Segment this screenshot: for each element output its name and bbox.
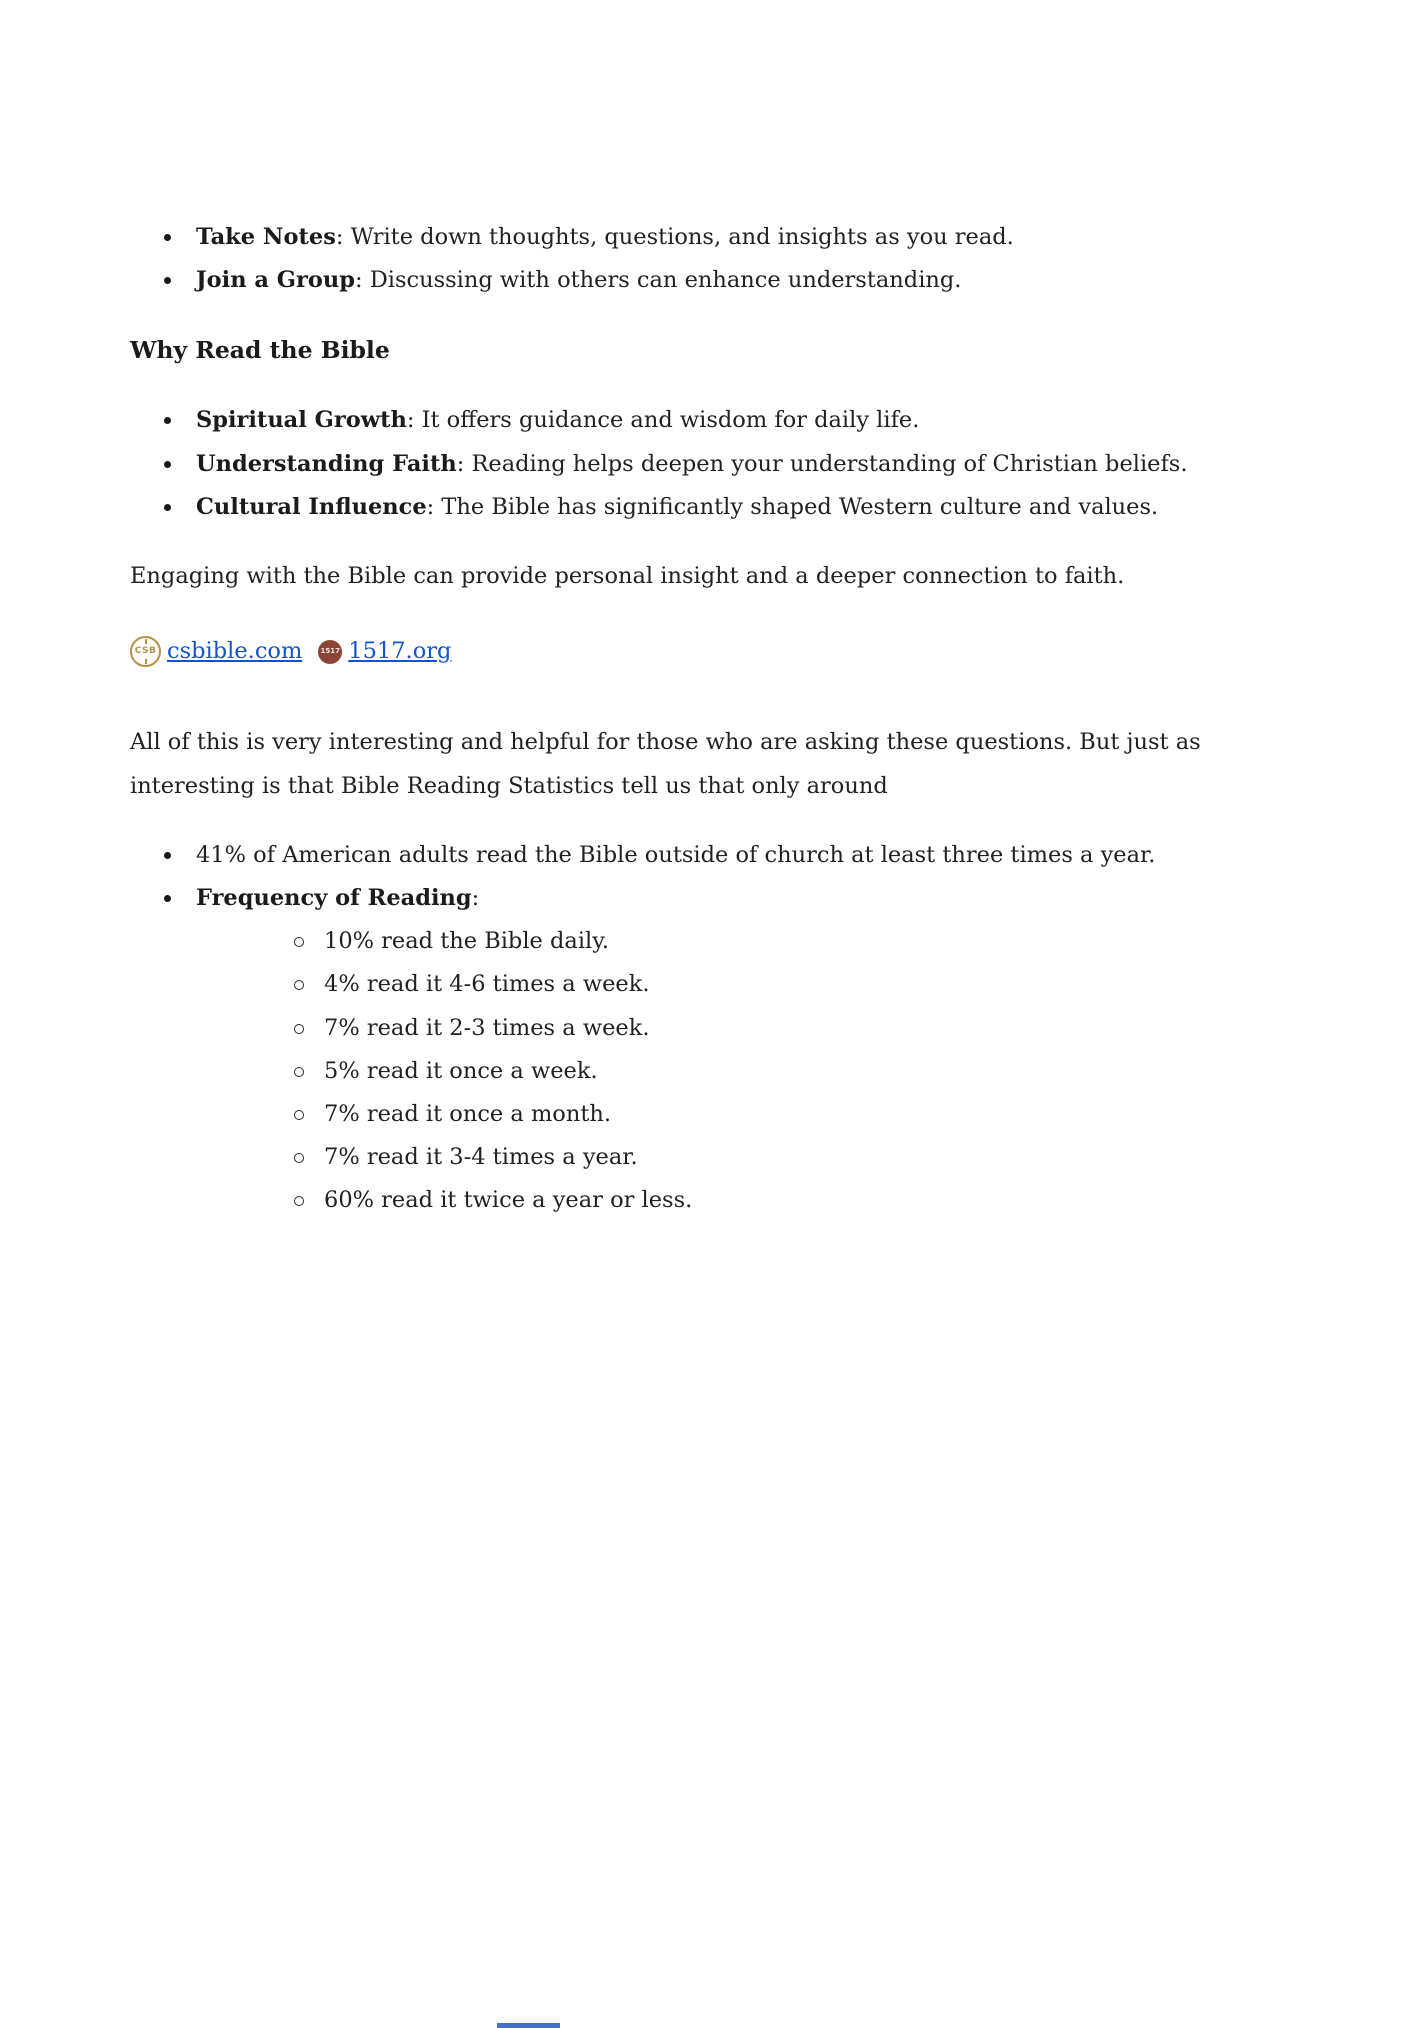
sublist-item-text: 7% read it 3-4 times a year. (324, 1144, 638, 1171)
list-item-term: Understanding Faith (196, 450, 457, 477)
list-item-text: : Write down thoughts, questions, and insights as you read. (335, 224, 1014, 250)
list-item-text: : Discussing with others can enhance understanding. (354, 267, 962, 294)
sublist-item-text: 4% read it 4-6 times a week. (324, 971, 650, 998)
statistics-list (130, 834, 1295, 1223)
section-heading-why-read: Why Read the Bible (130, 336, 390, 365)
sublist-item (196, 1007, 1295, 1050)
closing-paragraph: Engaging with the Bible can provide personal insight and a deeper connection to faith. (130, 563, 1125, 590)
list-item-term: Join a Group (196, 267, 355, 294)
sublist-item-text: 5% read it once a week. (324, 1057, 598, 1084)
list-item (130, 486, 1295, 529)
csb-favicon-icon: CSB (130, 636, 161, 667)
1517-link[interactable]: 1517.org (348, 638, 452, 665)
why-read-list (130, 399, 1295, 529)
list-item-term: Frequency of Reading (196, 884, 472, 911)
stats-intro-paragraph: All of this is very interesting and helpful for those who are asking these questions. But just as interesting is that Bible Reading Statistics tell us that only around (130, 729, 1201, 799)
list-item-term: Take Notes (196, 224, 336, 250)
source-links-row (130, 630, 1295, 673)
csbible-link[interactable]: csbible.com (167, 638, 303, 665)
sublist-item (196, 963, 1295, 1006)
sublist-item (196, 920, 1295, 963)
sublist-item (196, 1136, 1295, 1179)
list-item-text: : The Bible has significantly shaped Western culture and values. (426, 493, 1159, 520)
list-item-term: Cultural Influence (196, 493, 427, 520)
list-item (130, 259, 1295, 302)
sublist-item-text: 60% read it twice a year or less. (324, 1187, 693, 1214)
sublist-item (196, 1179, 1295, 1222)
list-item-text: : It offers guidance and wisdom for daily life. (406, 407, 920, 434)
sublist-item (196, 1093, 1295, 1136)
list-item-text: : Reading helps deepen your understanding of Christian beliefs. (456, 450, 1188, 477)
bottom-blue-bar (497, 2023, 560, 2028)
list-item (130, 443, 1295, 486)
list-item (130, 216, 1295, 259)
reading-tips-list (130, 216, 1295, 302)
list-item-text: 41% of American adults read the Bible outside of church at least three times a year. (196, 841, 1156, 868)
frequency-sublist (196, 920, 1295, 1222)
sublist-item-text: 7% read it once a month. (324, 1100, 612, 1127)
list-item (130, 399, 1295, 442)
list-item-text: : (471, 884, 480, 911)
list-item (130, 877, 1295, 1223)
sublist-item-text: 7% read it 2-3 times a week. (324, 1014, 650, 1041)
1517-favicon-icon: 1517 (318, 640, 342, 664)
list-item-term: Spiritual Growth (196, 407, 407, 434)
list-item (130, 834, 1295, 877)
sublist-item (196, 1050, 1295, 1093)
sublist-item-text: 10% read the Bible daily. (324, 928, 610, 955)
